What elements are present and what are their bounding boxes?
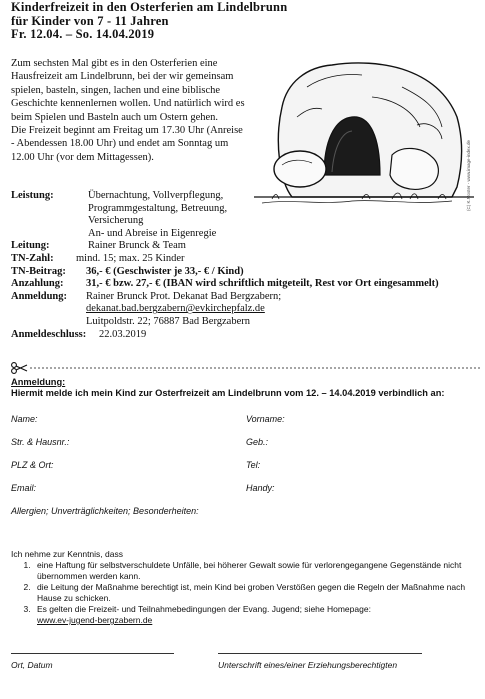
tnzahl-row [11,253,481,266]
empty-tomb-illustration [252,47,476,211]
leitung-label: Leitung: [11,240,50,252]
parent-signature-line[interactable] [218,653,422,654]
leistung-line-1: Übernachtung, Vollverpflegung, [88,190,224,201]
date-signature-line[interactable] [11,653,174,654]
homepage-link[interactable]: www.ev-jugend-bergzabern.de [37,615,153,625]
leistung-line-2: Programmgestaltung, Betreuung, [88,202,228,214]
anmeldung-line-3: Luitpoldstr. 22; 76887 Bad Bergzabern [86,315,250,327]
leistung-line-4: An- und Abreise in Eigenregie [88,227,217,239]
tnzahl-value: mind. 15; max. 25 Kinder [76,252,185,264]
birthdate-field-label[interactable]: Geb.: [246,437,269,447]
intro-paragraph-2: Die Freizeit beginnt am Freitag um 17.30 Uhr (Anreise - Abendessen 18.00 Uhr) und endet am Sonntag um 12.00 Uhr (vor dem Mittagessen). [11,125,243,163]
anmeldeschluss-row [11,329,481,342]
leistung-label: Leistung: [11,190,54,201]
plz-city-field-label[interactable]: PLZ & Ort: [11,460,54,470]
terms-item-3-text: Es gelten die Freizeit- und Teilnahmebedingungen der Evang. Jugend; siehe Homepage: [37,604,371,614]
place-date-label: Ort, Datum [11,660,53,670]
terms-item-2: 2. die Leitung der Maßnahme berechtigt ist, mein Kind bei groben Verstößen gegen die Regeln der Maßnahme nach Hause zu schicken. [33,582,476,604]
terms-item-1: 1. eine Haftung für selbstverschuldete Unfälle, bei höherer Gewalt sowie für verlorengegangene Gegenstände nicht übernommen werden kann. [33,560,476,582]
flyer-title [11,1,287,42]
tnzahl-label: TN-Zahl: [11,252,54,264]
beitrag-label: TN-Beitrag: [11,265,66,277]
anmeldung-row [11,291,481,304]
scissors-icon [12,363,27,374]
leitung-row [11,240,481,253]
anzahlung-row [11,278,481,291]
terms-intro: Ich nehme zur Kenntnis, dass [11,549,123,559]
email-field-label[interactable]: Email: [11,483,37,493]
leistung-line-3: Versicherung [88,215,144,227]
vorname-field-label[interactable]: Vorname: [246,414,285,424]
anmeldung-label: Anmeldung: [11,290,68,302]
terms-block [11,549,476,626]
anzahlung-value: 31,- € bzw. 27,- € (IBAN wird schriftlich mitgeteilt, Rest vor Ort eingesammelt) [86,278,439,290]
terms-item-3 [33,604,476,626]
anmeldeschluss-value: 22.03.2019 [99,328,147,340]
beitrag-row [11,266,481,279]
intro-text [11,57,247,164]
allergies-field-label[interactable]: Allergien; Unverträglichkeiten; Besonderheiten: [11,506,199,516]
guardian-signature-label: Unterschrift eines/einer Erziehungsberechtigten [218,660,398,670]
anzahlung-label: Anzahlung: [11,278,64,290]
cut-line [10,362,480,374]
terms-list [11,560,476,626]
anmeldung-email-link[interactable]: dekanat.bad.bergzabern@evkirchepfalz.de [86,303,265,315]
title-line-2: für Kinder von 7 - 11 Jahren [11,13,169,28]
event-dates: Fr. 12.04. – So. 14.04.2019 [11,27,155,41]
image-copyright: (C) K.Moster - www.image-index.de [466,140,471,212]
mobile-field-label[interactable]: Handy: [246,483,275,493]
form-statement: Hiermit melde ich mein Kind zur Osterfreizeit am Lindelbrunn vom 12. – 14.04.2019 verbindlich an: [11,388,445,398]
leistung-row [11,190,481,203]
leitung-value: Rainer Brunck & Team [88,240,186,252]
title-line-1: Kinderfreizeit in den Osterferien am Lindelbrunn [11,0,288,14]
anmeldeschluss-label: Anmeldeschluss: [11,328,87,340]
name-field-label[interactable]: Name: [11,414,38,424]
street-field-label[interactable]: Str. & Hausnr.: [11,437,70,447]
beitrag-value: 36,- € (Geschwister je 33,- € / Kind) [86,265,244,277]
form-heading: Anmeldung: [11,377,66,387]
event-info [11,190,481,341]
anmeldung-line-1: Rainer Brunck Prot. Dekanat Bad Bergzabern; [86,290,282,302]
phone-field-label[interactable]: Tel: [246,460,261,470]
intro-paragraph-1: Zum sechsten Mal gibt es in den Osterferien eine Hausfreizeit am Lindelbrunn, bei der wir gemeinsam spielen, basteln, singen, lachen und eine biblische Geschichte kennenlernen wollen. Und natürlich wird es beim Spielen und Basteln auch um Ostern gehen. [11,58,245,123]
form-heading-block [11,377,444,399]
